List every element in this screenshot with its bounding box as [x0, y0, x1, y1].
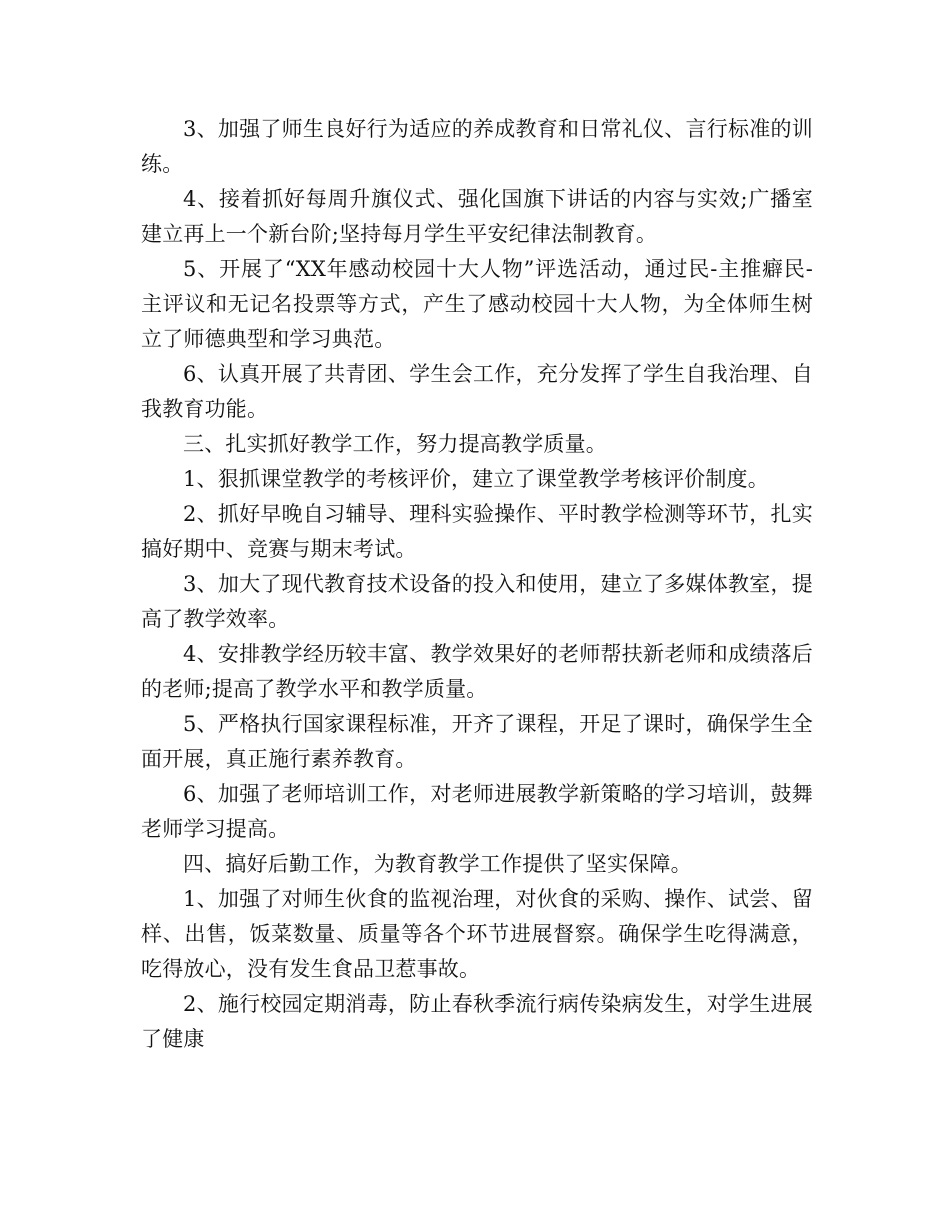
paragraph-disinfection: 2、施行校园定期消毒，防止春秋季流行病传染病发生，对学生进展了健康: [141, 992, 813, 1051]
paragraph-flag-ceremony: 4、接着抓好每周升旗仪式、强化国旗下讲话的内容与实效;广播室建立再上一个新台阶;坚持每月学生平安纪律法制教育。: [141, 187, 813, 246]
paragraph-mentoring: 4、安排教学经历较丰富、教学效果好的老师帮扶新老师和成绩落后的老师;提高了教学水平和教学质量。: [141, 642, 813, 701]
paragraph-teacher-training: 6、加强了老师培训工作，对老师进展教学新策略的学习培训，鼓舞老师学习提高。: [141, 782, 813, 841]
paragraph-curriculum: 5、严格执行国家课程标准，开齐了课程，开足了课时，确保学生全面开展，真正施行素养教育。: [141, 712, 813, 771]
paragraph-self-study: 2、抓好早晚自习辅导、理科实验操作、平时教学检测等环节，扎实搞好期中、竞赛与期末考试。: [141, 502, 813, 561]
paragraph-youth-league: 6、认真开展了共青团、学生会工作，充分发挥了学生自我治理、自我教育功能。: [141, 362, 813, 421]
paragraph-behavior-training: 3、加强了师生良好行为适应的养成教育和日常礼仪、言行标准的训练。: [141, 117, 813, 176]
paragraph-campus-figures: 5、开展了“XX年感动校园十大人物”评选活动，通过民-主推癖民-主评议和无记名投票等方式，产生了感动校园十大人物，为全体师生树立了师德典型和学习典范。: [141, 257, 813, 351]
paragraph-multimedia: 3、加大了现代教育技术设备的投入和使用，建立了多媒体教室，提高了教学效率。: [141, 572, 813, 631]
document-body: [141, 112, 813, 1057]
section-heading-teaching: 三、扎实抓好教学工作，努力提高教学质量。: [183, 432, 607, 456]
paragraph-classroom-assessment: 1、狠抓课堂教学的考核评价，建立了课堂教学考核评价制度。: [183, 467, 769, 491]
paragraph-food-supervision: 1、加强了对师生伙食的监视治理，对伙食的采购、操作、试尝、留样、出售，饭菜数量、质量等各个环节进展督察。确保学生吃得满意，吃得放心，没有发生食品卫惹事故。: [141, 887, 813, 981]
section-heading-logistics: 四、搞好后勤工作，为教育教学工作提供了坚实保障。: [183, 852, 692, 876]
